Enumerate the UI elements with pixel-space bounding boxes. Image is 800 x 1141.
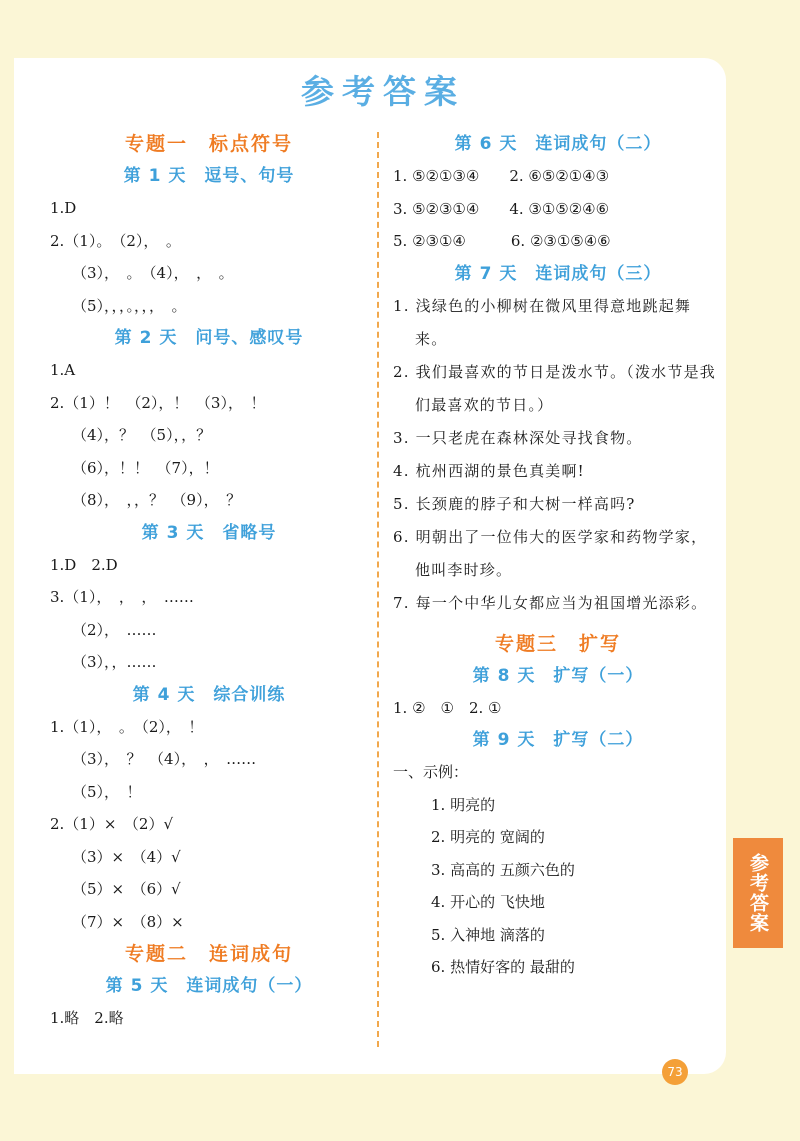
answer-line: （7）× （8）× [72, 912, 184, 931]
answer-line: 1.D [50, 199, 77, 217]
answer-line: 3. ⑤②③①④ 4. ③①⑤②④⑥ [393, 199, 610, 218]
answer-line: （3）， 。 （4）， ， 。 [72, 264, 234, 282]
topic-heading: 专题二 连词成句 [124, 943, 293, 965]
answer-line: 4. 杭州西湖的景色真美啊! [393, 461, 585, 480]
answer-line: （3）， ？ （4）， ， …… [72, 750, 257, 768]
day-heading: 第 8 天 扩写（一） [472, 665, 644, 686]
answer-line: 一、示例： [393, 763, 469, 781]
answer-line: 1. ⑤②①③④ 2. ⑥⑤②①④③ [393, 167, 610, 185]
answer-line: 1.（1）， 。 （2）， ！ [50, 717, 204, 736]
answer-line: （5）， ！ [72, 782, 142, 801]
answer-line: 1. 浅绿色的小柳树在微风里得意地跳起舞来。 [393, 296, 692, 348]
day-heading: 第 2 天 问号、感叹号 [114, 328, 304, 348]
answer-line: 1.D 2.D [50, 555, 118, 574]
answer-line: 1.略 2.略 [50, 1009, 124, 1027]
answer-line: 2.（1）！ （2），！ （3）， ！ [50, 393, 266, 412]
page-number-badge: 73 [662, 1059, 688, 1085]
column-divider [377, 132, 379, 1047]
answer-line: 4. 开心的 飞快地 [431, 893, 545, 911]
answer-line: （6），！！ （7），！ [72, 458, 219, 477]
answer-line: 5. ②③①④ 6. ②③①⑤④⑥ [393, 232, 611, 250]
answer-line: 5. 长颈鹿的脖子和大树一样高吗? [393, 494, 636, 513]
day-heading: 第 1 天 逗号、句号 [123, 166, 295, 186]
answer-line: （5）× （6）√ [72, 880, 181, 898]
day-heading: 第 9 天 扩写（二） [472, 730, 644, 750]
answer-line: （3），，…… [72, 653, 157, 671]
topic-heading: 专题一 标点符号 [124, 133, 293, 155]
day-heading: 第 7 天 连词成句（三） [454, 263, 662, 284]
answer-line: 2.（1）× （2）√ [50, 815, 174, 833]
left-column [50, 128, 368, 1035]
answer-line: （2）， …… [72, 620, 157, 639]
day-heading: 第 3 天 省略号 [141, 522, 277, 543]
answer-line: 1. ② ① 2. ① [393, 698, 502, 717]
answer-line: 6. 热情好客的 最甜的 [431, 958, 575, 976]
answer-line: （4），？ （5），，？ [72, 426, 212, 444]
day-heading: 第 5 天 连词成句（一） [105, 976, 313, 996]
answer-line: 2. 明亮的 宽阔的 [431, 828, 545, 846]
answer-line: 1.A [50, 361, 76, 379]
answer-line: 3.（1）， ， ， …… [50, 588, 194, 606]
answer-line: （8）， ，，？ （9）， ？ [72, 491, 242, 509]
topic-heading: 专题三 扩写 [494, 632, 621, 655]
answer-line: 5. 入神地 滴落的 [431, 925, 545, 944]
day-heading: 第 6 天 连词成句（二） [454, 134, 662, 154]
side-tab-answers: 参考答案 [733, 838, 783, 948]
day-heading: 第 4 天 综合训练 [132, 684, 286, 705]
answer-line: 1. 明亮的 [431, 795, 496, 814]
right-column [393, 128, 723, 984]
answer-line: 2.（1）。 （2）， 。 [50, 231, 181, 250]
answer-line: （5），，，。，，， 。 [72, 296, 187, 315]
answer-line: 3. 一只老虎在森林深处寻找食物。 [393, 428, 643, 447]
answer-line: 7. 每一个中华儿女都应当为祖国增光添彩。 [393, 593, 708, 612]
page-title: 参考答案 [301, 72, 465, 111]
answer-line: （3）× （4）√ [72, 847, 181, 866]
answer-line: 3. 高高的 五颜六色的 [431, 860, 575, 879]
answer-line: 6. 明朝出了一位伟大的医学家和药物学家，他叫李时珍。 [393, 527, 708, 579]
answer-line: 2. 我们最喜欢的节日是泼水节。（泼水节是我们最喜欢的节日。） [393, 362, 716, 414]
